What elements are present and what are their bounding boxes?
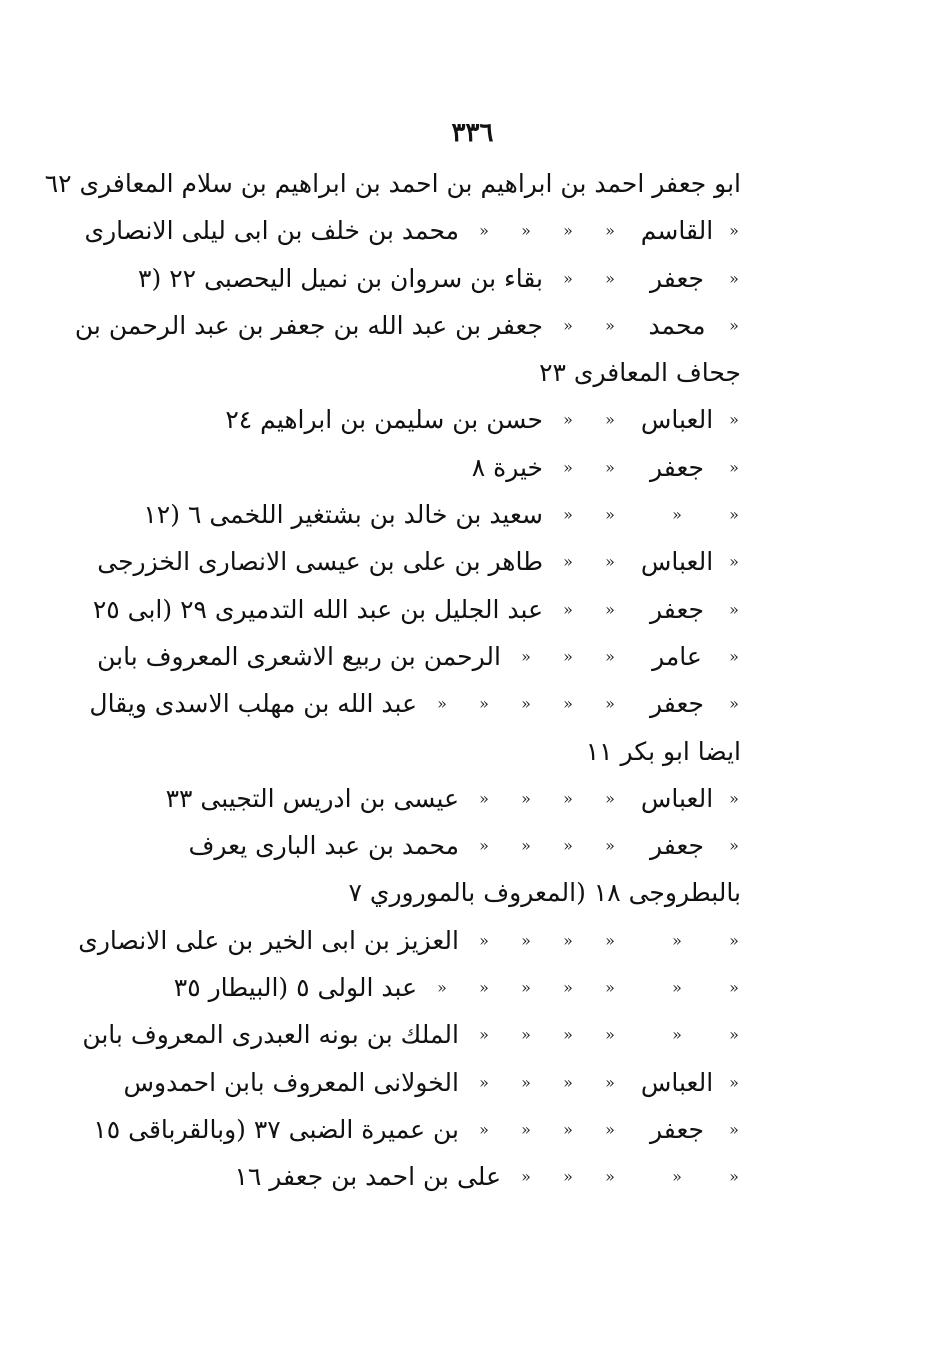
kunya: القاسم [640,216,714,246]
person-name: طاهر بن على بن عيسى الانصارى الخزرجى [97,547,543,577]
ditto-mark: « [563,505,573,525]
ditto-mark: « [729,505,739,525]
entry-line [44,160,745,207]
kunya: محمد [648,310,706,340]
person-name: حسن بن سليمن بن ابراهيم ٢٤ [225,405,543,435]
ditto-mark: « [479,788,489,808]
ditto-mark: « [563,836,573,856]
kunya: جعفر [650,1114,704,1144]
ditto-mark: « [479,836,489,856]
kunya: « [672,930,682,950]
page-number: ٣٣٦ [451,118,494,148]
ditto-mark: « [563,315,573,335]
ditto-mark: « [563,599,573,619]
ditto-mark: « [729,1025,739,1045]
ditto-mark: « [521,221,531,241]
ditto-mark: « [521,836,531,856]
entry-line [95,491,745,538]
person-name: الرحمن بن ربيع الاشعرى المعروف بابن [97,641,501,671]
person-name: محمد بن عبد البارى يعرف [188,831,459,861]
ditto-mark: « [729,930,739,950]
ditto-mark: « [479,1119,489,1139]
ditto-mark: « [563,788,573,808]
ditto-mark: « [563,221,573,241]
name-continuation: جحاف المعافرى ٢٣ [539,358,741,388]
ditto-mark: « [605,552,615,572]
ditto-mark: « [605,268,615,288]
entry-line [95,1106,745,1153]
person-name: الخولانى المعروف بابن احمدوس [123,1067,459,1097]
ditto-mark: « [605,646,615,666]
ditto-mark: « [437,978,447,998]
ditto-mark: « [479,978,489,998]
ditto-mark: « [563,1072,573,1092]
ditto-mark: « [521,646,531,666]
ditto-mark: « [479,930,489,950]
entry-continuation-line [95,349,745,396]
ditto-mark: « [521,694,531,714]
ditto-mark: « [605,930,615,950]
person-name: بقاء بن سروان بن نميل اليحصبى ٢٢ (٣ [138,263,543,293]
name-continuation: ايضا ابو بكر ١١ [585,736,741,766]
kunya: « [672,505,682,525]
entry-line [82,1011,745,1058]
kunya: العباس [640,783,714,813]
kunya: جعفر [650,831,704,861]
ditto-mark: « [605,505,615,525]
person-name: ابو جعفر احمد بن ابراهيم بن احمد بن ابراهيم بن سلام المعافرى ٦٢ [44,169,741,198]
entry-continuation-line [95,728,745,775]
ditto-mark: « [605,410,615,430]
ditto-mark: « [521,1167,531,1187]
ditto-mark: « [563,410,573,430]
person-name: على بن احمد بن جعفر ١٦ [234,1162,501,1192]
ditto-mark: « [605,788,615,808]
kunya: العباس [640,405,714,435]
ditto-mark: « [521,1025,531,1045]
entry-line [95,1153,745,1200]
kunya: « [672,1167,682,1187]
ditto-mark: « [479,1025,489,1045]
ditto-mark: « [605,1167,615,1187]
ditto-mark: « [521,1119,531,1139]
person-name: الملك بن بونه العبدرى المعروف بابن [82,1020,459,1050]
ditto-mark: « [729,694,739,714]
ditto-mark: « [605,836,615,856]
ditto-mark: « [563,978,573,998]
ditto-mark: « [605,315,615,335]
kunya: « [672,1025,682,1045]
ditto-mark: « [729,1072,739,1092]
ditto-mark: « [729,836,739,856]
kunya: العباس [640,1067,714,1097]
ditto-mark: « [605,599,615,619]
ditto-mark: « [521,788,531,808]
entry-line [95,822,745,869]
entry-line [95,775,745,822]
ditto-mark: « [521,1072,531,1092]
ditto-mark: « [437,694,447,714]
ditto-mark: « [729,788,739,808]
person-name: عيسى بن ادريس التجيبى ٣٣ [165,783,459,813]
ditto-mark: « [605,221,615,241]
entry-line [78,917,745,964]
kunya: عامر [652,641,702,671]
person-name: خيرة ٨ [471,452,543,482]
ditto-mark: « [605,1025,615,1045]
ditto-mark: « [605,694,615,714]
ditto-mark: « [521,930,531,950]
ditto-mark: « [563,694,573,714]
entry-line [95,1059,745,1106]
ditto-mark: « [729,646,739,666]
person-name: محمد بن خلف بن ابى ليلى الانصارى [84,216,459,246]
kunya: جعفر [650,689,704,719]
entry-line [92,586,745,633]
ditto-mark: « [729,315,739,335]
ditto-mark: « [605,457,615,477]
name-continuation: بالبطروجى ١٨ (المعروف بالموروري ٧ [348,878,741,908]
entry-line [84,207,745,254]
ditto-mark: « [729,221,739,241]
ditto-mark: « [563,268,573,288]
entry-line [95,255,745,302]
ditto-mark: « [729,978,739,998]
ditto-mark: « [605,1072,615,1092]
entry-line [74,302,745,349]
kunya: جعفر [650,594,704,624]
ditto-mark: « [479,221,489,241]
ditto-mark: « [605,1119,615,1139]
ditto-mark: « [563,646,573,666]
kunya: جعفر [650,452,704,482]
ditto-mark: « [729,599,739,619]
kunya: « [672,978,682,998]
ditto-mark: « [729,1167,739,1187]
person-name: عبد الجليل بن عبد الله التدميرى ٢٩ (ابى ٢٥ [92,594,543,624]
entry-line [95,964,745,1011]
ditto-mark: « [521,978,531,998]
ditto-mark: « [563,1167,573,1187]
person-name: جعفر بن عبد الله بن جعفر بن عبد الرحمن بن [74,310,543,340]
ditto-mark: « [563,1119,573,1139]
entry-line [95,444,745,491]
entry-line [95,633,745,680]
ditto-mark: « [729,268,739,288]
ditto-mark: « [563,457,573,477]
ditto-mark: « [729,552,739,572]
ditto-mark: « [729,457,739,477]
person-name: سعيد بن خالد بن بشتغير اللخمى ٦ (١٢ [143,500,543,530]
ditto-mark: « [479,694,489,714]
person-name: عبد الولى ٥ (البيطار ٣٥ [173,973,417,1003]
entry-line [89,680,745,727]
entry-continuation-line [95,869,745,916]
person-name: عبد الله بن مهلب الاسدى ويقال [89,689,417,719]
ditto-mark: « [605,978,615,998]
person-name: العزيز بن ابى الخير بن على الانصارى [78,925,459,955]
ditto-mark: « [563,1025,573,1045]
kunya: العباس [640,547,714,577]
ditto-mark: « [479,1072,489,1092]
ditto-mark: « [729,1119,739,1139]
person-name: بن عميرة الضبى ٣٧ (وبالقرباقى ١٥ [93,1114,459,1144]
biography-index-list [44,160,745,1201]
ditto-mark: « [563,930,573,950]
ditto-mark: « [729,410,739,430]
kunya: جعفر [650,263,704,293]
entry-line [95,396,745,443]
ditto-mark: « [563,552,573,572]
entry-line [95,538,745,585]
